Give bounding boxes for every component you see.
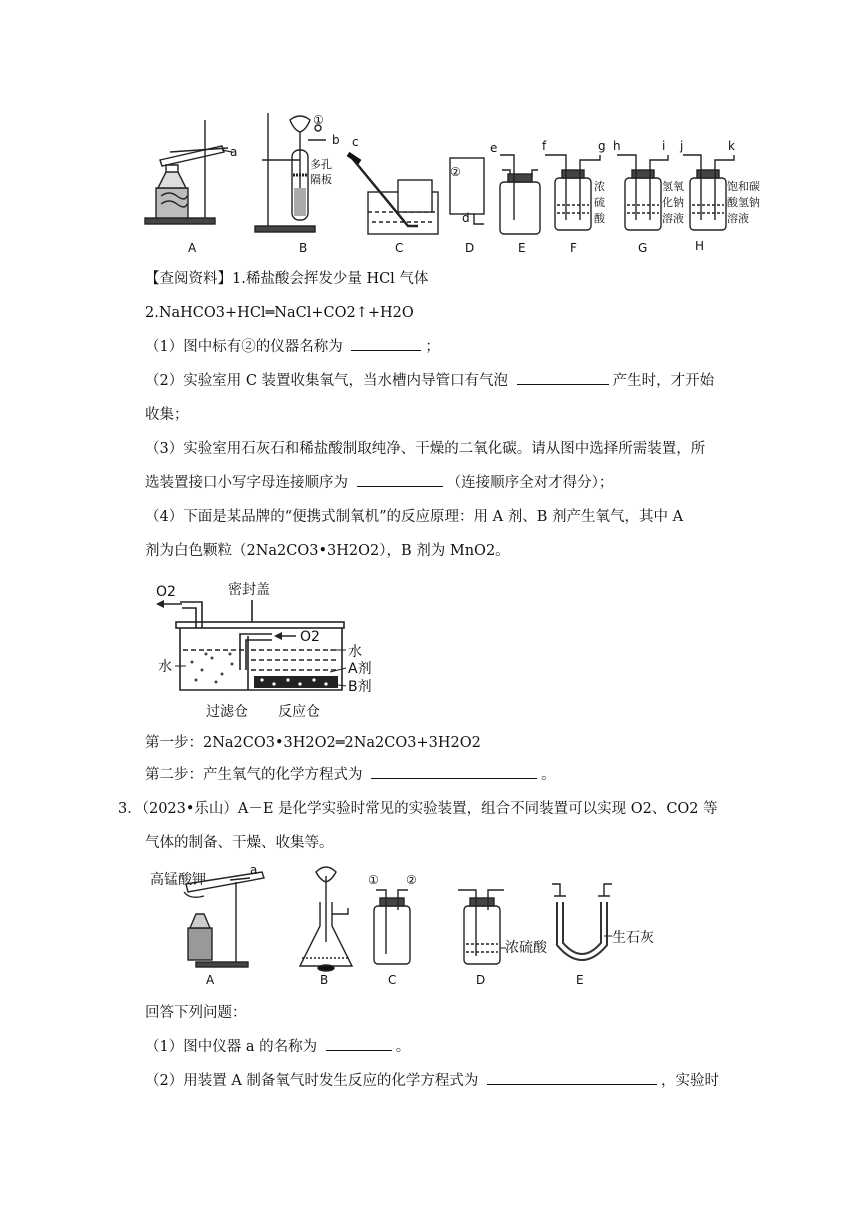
problem-3-question-2-tail: ，实验时 (661, 1073, 720, 1089)
apparatus-figure-1 (0, 0, 860, 260)
reaction-chamber-label: 反应仓 (278, 704, 320, 720)
question-1 (145, 336, 440, 358)
question-3-text-b: 选装置接口小写字母连接顺序为 (145, 475, 348, 491)
question-3-line-2 (145, 472, 613, 494)
oxygen-generator-figure (0, 570, 860, 730)
step-2-end: 。 (541, 767, 556, 783)
question-3-line-1: （3）实验室用石灰石和稀盐酸制取纯净、干燥的二氧化碳。请从图中选择所需装置，所 (145, 441, 706, 457)
answer-blank-2[interactable] (517, 370, 609, 385)
problem-3-line-1: 3．（2023•乐山）A－E 是化学实验时常见的实验装置，组合不同装置可以实现 O2、CO2 等 (118, 801, 718, 817)
port-b: b (332, 133, 340, 147)
reference-equation: 2.NaHCO3+HCl═NaCl+CO2↑+H2O (145, 305, 414, 321)
agent-b-label: B剂 (348, 679, 372, 695)
label-B: B (299, 241, 308, 255)
problem-3-line-2: 气体的制备、干燥、收集等。 (145, 835, 334, 851)
label-H: H (695, 239, 705, 253)
port-a: a (230, 145, 238, 159)
port-c: c (352, 135, 359, 149)
kmno4-label: 高锰酸钾 (150, 872, 206, 888)
g-liquid-3: 溶液 (662, 212, 684, 225)
question-4-line-1: （4）下面是某品牌的“便携式制氧机”的反应原理：用 A 剂、B 剂产生氧气，其中 A (145, 509, 684, 525)
question-4-line-2: 剂为白色颗粒（2Na2CO3•3H2O2），B 剂为 MnO2。 (145, 543, 510, 559)
g-liquid-1: 氢氧 (662, 180, 684, 193)
porous-label-1: 多孔 (310, 158, 332, 171)
answer-prompt: 回答下列问题： (145, 1005, 247, 1021)
g-liquid-2: 化钠 (662, 196, 684, 209)
port-e: e (490, 141, 498, 155)
porous-label-2: 隔板 (310, 173, 332, 186)
answer-blank-4[interactable] (371, 764, 537, 779)
port-k: k (728, 139, 735, 153)
circled-2: ② (241, 339, 256, 355)
conc-h2so4-label: 浓硫酸 (505, 940, 547, 956)
question-1-text-a: （1）图中标有 (145, 339, 242, 355)
f-liquid-1: 浓 (594, 180, 605, 193)
problem-3-question-2-text: （2）用装置 A 制备氧气时发生反应的化学方程式为 (145, 1073, 479, 1089)
apparatus-figure-3 (0, 862, 860, 992)
answer-blank-3[interactable] (357, 472, 443, 487)
problem-3-question-1 (145, 1036, 410, 1058)
quicklime-label: 生石灰 (612, 930, 654, 946)
answer-blank-1[interactable] (351, 336, 421, 351)
label-C: C (395, 241, 404, 255)
problem-3-question-1-text: （1）图中仪器 a 的名称为 (145, 1039, 318, 1055)
fig3-label-E: E (576, 973, 584, 987)
port-g: g (598, 139, 606, 153)
port-h: h (613, 139, 621, 153)
label-D: D (465, 241, 475, 255)
water-right-label: 水 (348, 644, 362, 660)
question-2-text-a: （2）实验室用 C 装置收集氧气，当水槽内导管口有气泡 (145, 373, 509, 389)
marker-circle-2: ② (450, 165, 461, 179)
water-left-label: 水 (158, 659, 172, 675)
f-liquid-3: 酸 (594, 212, 605, 225)
question-2-cont: 收集； (145, 407, 189, 423)
problem-3-question-2 (145, 1070, 719, 1092)
question-2-text-b: 产生时，才开始 (612, 373, 715, 389)
label-E: E (518, 241, 526, 255)
f-liquid-2: 硫 (594, 196, 605, 209)
reference-title: 【查阅资料】1.稀盐酸会挥发少量 HCl 气体 (145, 271, 429, 287)
h-liquid-3: 溶液 (727, 212, 749, 225)
question-2 (145, 370, 714, 392)
h-liquid-1: 饱和碳 (727, 180, 760, 193)
port-j: j (680, 139, 684, 153)
lid-label: 密封盖 (228, 582, 270, 598)
agent-a-label: A剂 (348, 661, 372, 677)
question-1-text-b: 的仪器名称为 (255, 339, 343, 355)
label-G: G (638, 241, 648, 255)
step-2 (145, 764, 556, 786)
fig3-label-B: B (320, 973, 329, 987)
label-A: A (188, 241, 197, 255)
answer-blank-5[interactable] (326, 1036, 392, 1051)
fig3-label-A: A (206, 973, 215, 987)
label-F: F (570, 241, 577, 255)
fig3-label-D: D (476, 973, 486, 987)
port-1-label: ① (368, 873, 379, 887)
fig3-label-C: C (388, 973, 397, 987)
step-2-text: 第二步：产生氧气的化学方程式为 (145, 767, 363, 783)
port-d: d (462, 211, 470, 225)
port-f: f (542, 139, 547, 153)
step-1: 第一步：2Na2CO3•3H2O2═2Na2CO3+3H2O2 (145, 735, 481, 751)
o2-inner-label: O2 (300, 629, 320, 645)
o2-outlet-label: O2 (156, 584, 176, 600)
h-liquid-2: 酸氢钠 (727, 196, 760, 209)
question-3-text-c: （连接顺序全对才得分）； (446, 475, 614, 491)
question-1-end: ； (425, 339, 440, 355)
problem-3-question-1-end: 。 (395, 1039, 411, 1055)
instrument-a-label: a (250, 863, 258, 877)
answer-blank-6[interactable] (487, 1070, 657, 1085)
port-i: i (662, 139, 666, 153)
filter-chamber-label: 过滤仓 (206, 704, 248, 720)
port-2-label: ② (406, 873, 417, 887)
marker-circle-1: ① (313, 113, 324, 127)
